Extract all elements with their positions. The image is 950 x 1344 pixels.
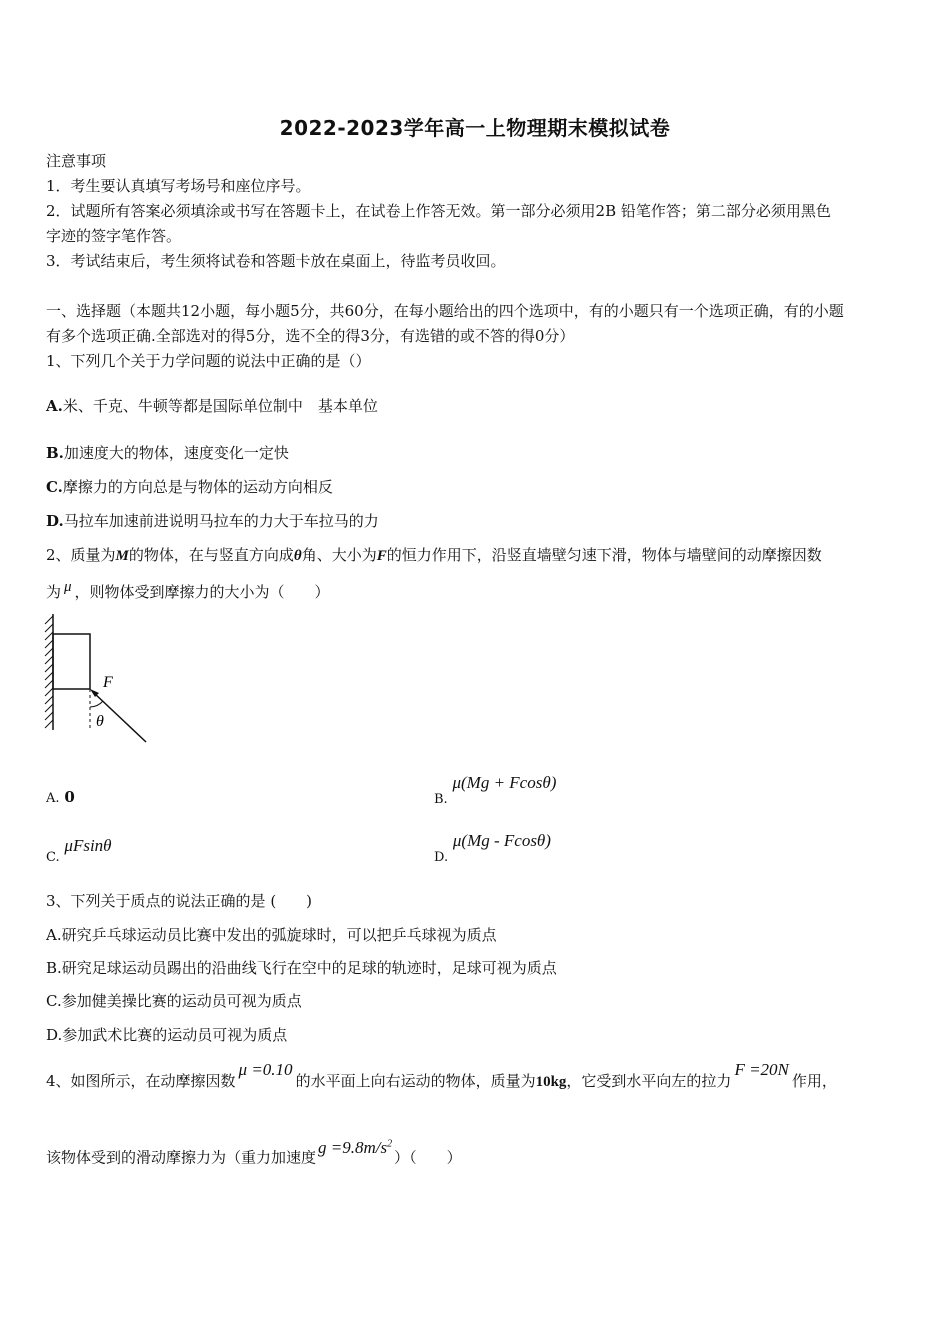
q3-option-d: D.参加武术比赛的运动员可视为质点 (46, 1026, 288, 1044)
q2-wall-block-figure (40, 612, 155, 747)
q4-stem-part-f: ）（ ） (394, 1148, 462, 1167)
q2-option-b-text: μ(Mg + Fcosθ) (452, 773, 557, 792)
q4-force-expression: F =20N (734, 1060, 789, 1079)
section-header-line-1: 一、选择题（本题共12小题，每小题5分，共60分，在每小题给出的四个选项中，有的小题只有一个选项正确，有的小题 (46, 302, 844, 320)
q2-option-b (434, 773, 557, 807)
q2-stem-line-2 (46, 580, 908, 606)
q2-angle-symbol: θ (293, 548, 302, 564)
angle-label: θ (96, 713, 104, 730)
q1-option-c-text: 摩擦力的方向总是与物体的运动方向相反 (62, 478, 333, 496)
q4-mu-expression: μ =0.10 (238, 1060, 293, 1079)
q2-force-symbol: F (376, 548, 387, 564)
q2-option-c-text: μFsinθ (64, 836, 112, 855)
notice-item-2-cont: 字迹的签字笔作答。 (46, 227, 182, 245)
q1-option-d-text: 马拉车加速前进说明马拉车的力大于车拉马的力 (63, 512, 379, 530)
q2-stem-part-e: 为 (46, 583, 62, 601)
q2-option-d-text: μ(Mg - Fcosθ) (452, 831, 551, 850)
q1-option-b (46, 441, 908, 466)
q2-stem-part-f: ，则物体受到摩擦力的大小为（ ） (74, 583, 330, 601)
q2-stem-part-d: 的恒力作用下，沿竖直墙壁匀速下滑，物体与墙壁间的动摩擦因数 (386, 546, 822, 564)
q2-mu-symbol: μ (64, 579, 72, 595)
q1-option-b-text: 加速度大的物体，速度变化一定快 (63, 444, 289, 462)
q2-option-d (434, 831, 551, 865)
q2-mass-symbol: M (115, 548, 129, 564)
wall-hatching (45, 616, 53, 728)
notice-item-1: 1．考生要认真填写考场号和座位序号。 (46, 177, 311, 195)
q1-option-a-label: A. (46, 397, 63, 415)
notice-heading: 注意事项 (46, 152, 107, 170)
q2-option-a-text: 0 (64, 788, 75, 806)
q4-gravity-value: g =9.8m/s (318, 1137, 388, 1157)
q1-option-c-label: C. (46, 478, 63, 496)
q4-stem-part-b: 的水平面上向右运动的物体，质量为 (295, 1072, 536, 1090)
q4-stem-part-c: ，它受到水平向左的拉力 (566, 1072, 732, 1090)
q2-option-d-label: D. (434, 850, 449, 865)
q4-stem-part-d: 作用， (791, 1072, 837, 1090)
q1-option-a (46, 394, 908, 419)
notice-item-2: 2．试题所有答案必须填涂或书写在答题卡上，在试卷上作答无效。第一部分必须用2B 铅笔作答；第二部分必须用黑色 (46, 202, 831, 220)
q4-stem-line-1 (46, 1060, 908, 1095)
notice-item-3: 3．考试结束后，考生须将试卷和答题卡放在桌面上，待监考员收回。 (46, 252, 506, 270)
q3-option-a: A.研究乒乓球运动员比赛中发出的弧旋球时，可以把乒乓球视为质点 (46, 926, 497, 944)
q4-gravity-exponent: 2 (387, 1138, 393, 1149)
q4-gravity-expression (316, 1138, 394, 1157)
q4-stem-part-a: 4、如图所示，在动摩擦因数 (46, 1072, 236, 1090)
q1-option-b-label: B. (46, 444, 64, 462)
q1-option-d-label: D. (46, 512, 64, 530)
page-title: 2022-2023学年高一上物理期末模拟试卷 (279, 116, 671, 140)
force-label: F (103, 674, 113, 691)
q4-mass-value: 10kg (535, 1074, 567, 1090)
q2-stem-line-1 (46, 543, 908, 569)
angle-arc (90, 701, 103, 707)
q3-stem: 3、下列关于质点的说法正确的是 ( ) (46, 892, 313, 910)
q4-stem-line-2 (46, 1137, 908, 1171)
q2-option-b-label: B. (434, 792, 448, 807)
q2-option-a (46, 788, 75, 806)
q2-option-c-label: C. (46, 850, 60, 865)
q2-stem-part-b: 的物体，在与竖直方向成 (128, 546, 294, 564)
section-header-line-2: 有多个选项正确.全部选对的得5分，选不全的得3分，有选错的或不答的得0分） (46, 327, 575, 345)
q1-option-a-text: 米、千克、牛顿等都是国际单位制中 基本单位 (62, 397, 378, 415)
q1-option-c (46, 475, 908, 500)
block (53, 634, 90, 689)
q1-option-d (46, 509, 908, 534)
q2-option-a-label: A. (46, 791, 60, 806)
q2-stem-part-a: 2、质量为 (46, 546, 116, 564)
q4-stem-part-e: 该物体受到的滑动摩擦力为（重力加速度 (46, 1148, 317, 1167)
q3-option-b: B.研究足球运动员踢出的沿曲线飞行在空中的足球的轨迹时，足球可视为质点 (46, 959, 557, 977)
q3-option-c: C.参加健美操比赛的运动员可视为质点 (46, 992, 302, 1010)
q1-stem: 1、下列几个关于力学问题的说法中正确的是（） (46, 352, 371, 370)
q2-stem-part-c: 角、大小为 (301, 546, 377, 564)
q2-option-c (46, 836, 112, 865)
